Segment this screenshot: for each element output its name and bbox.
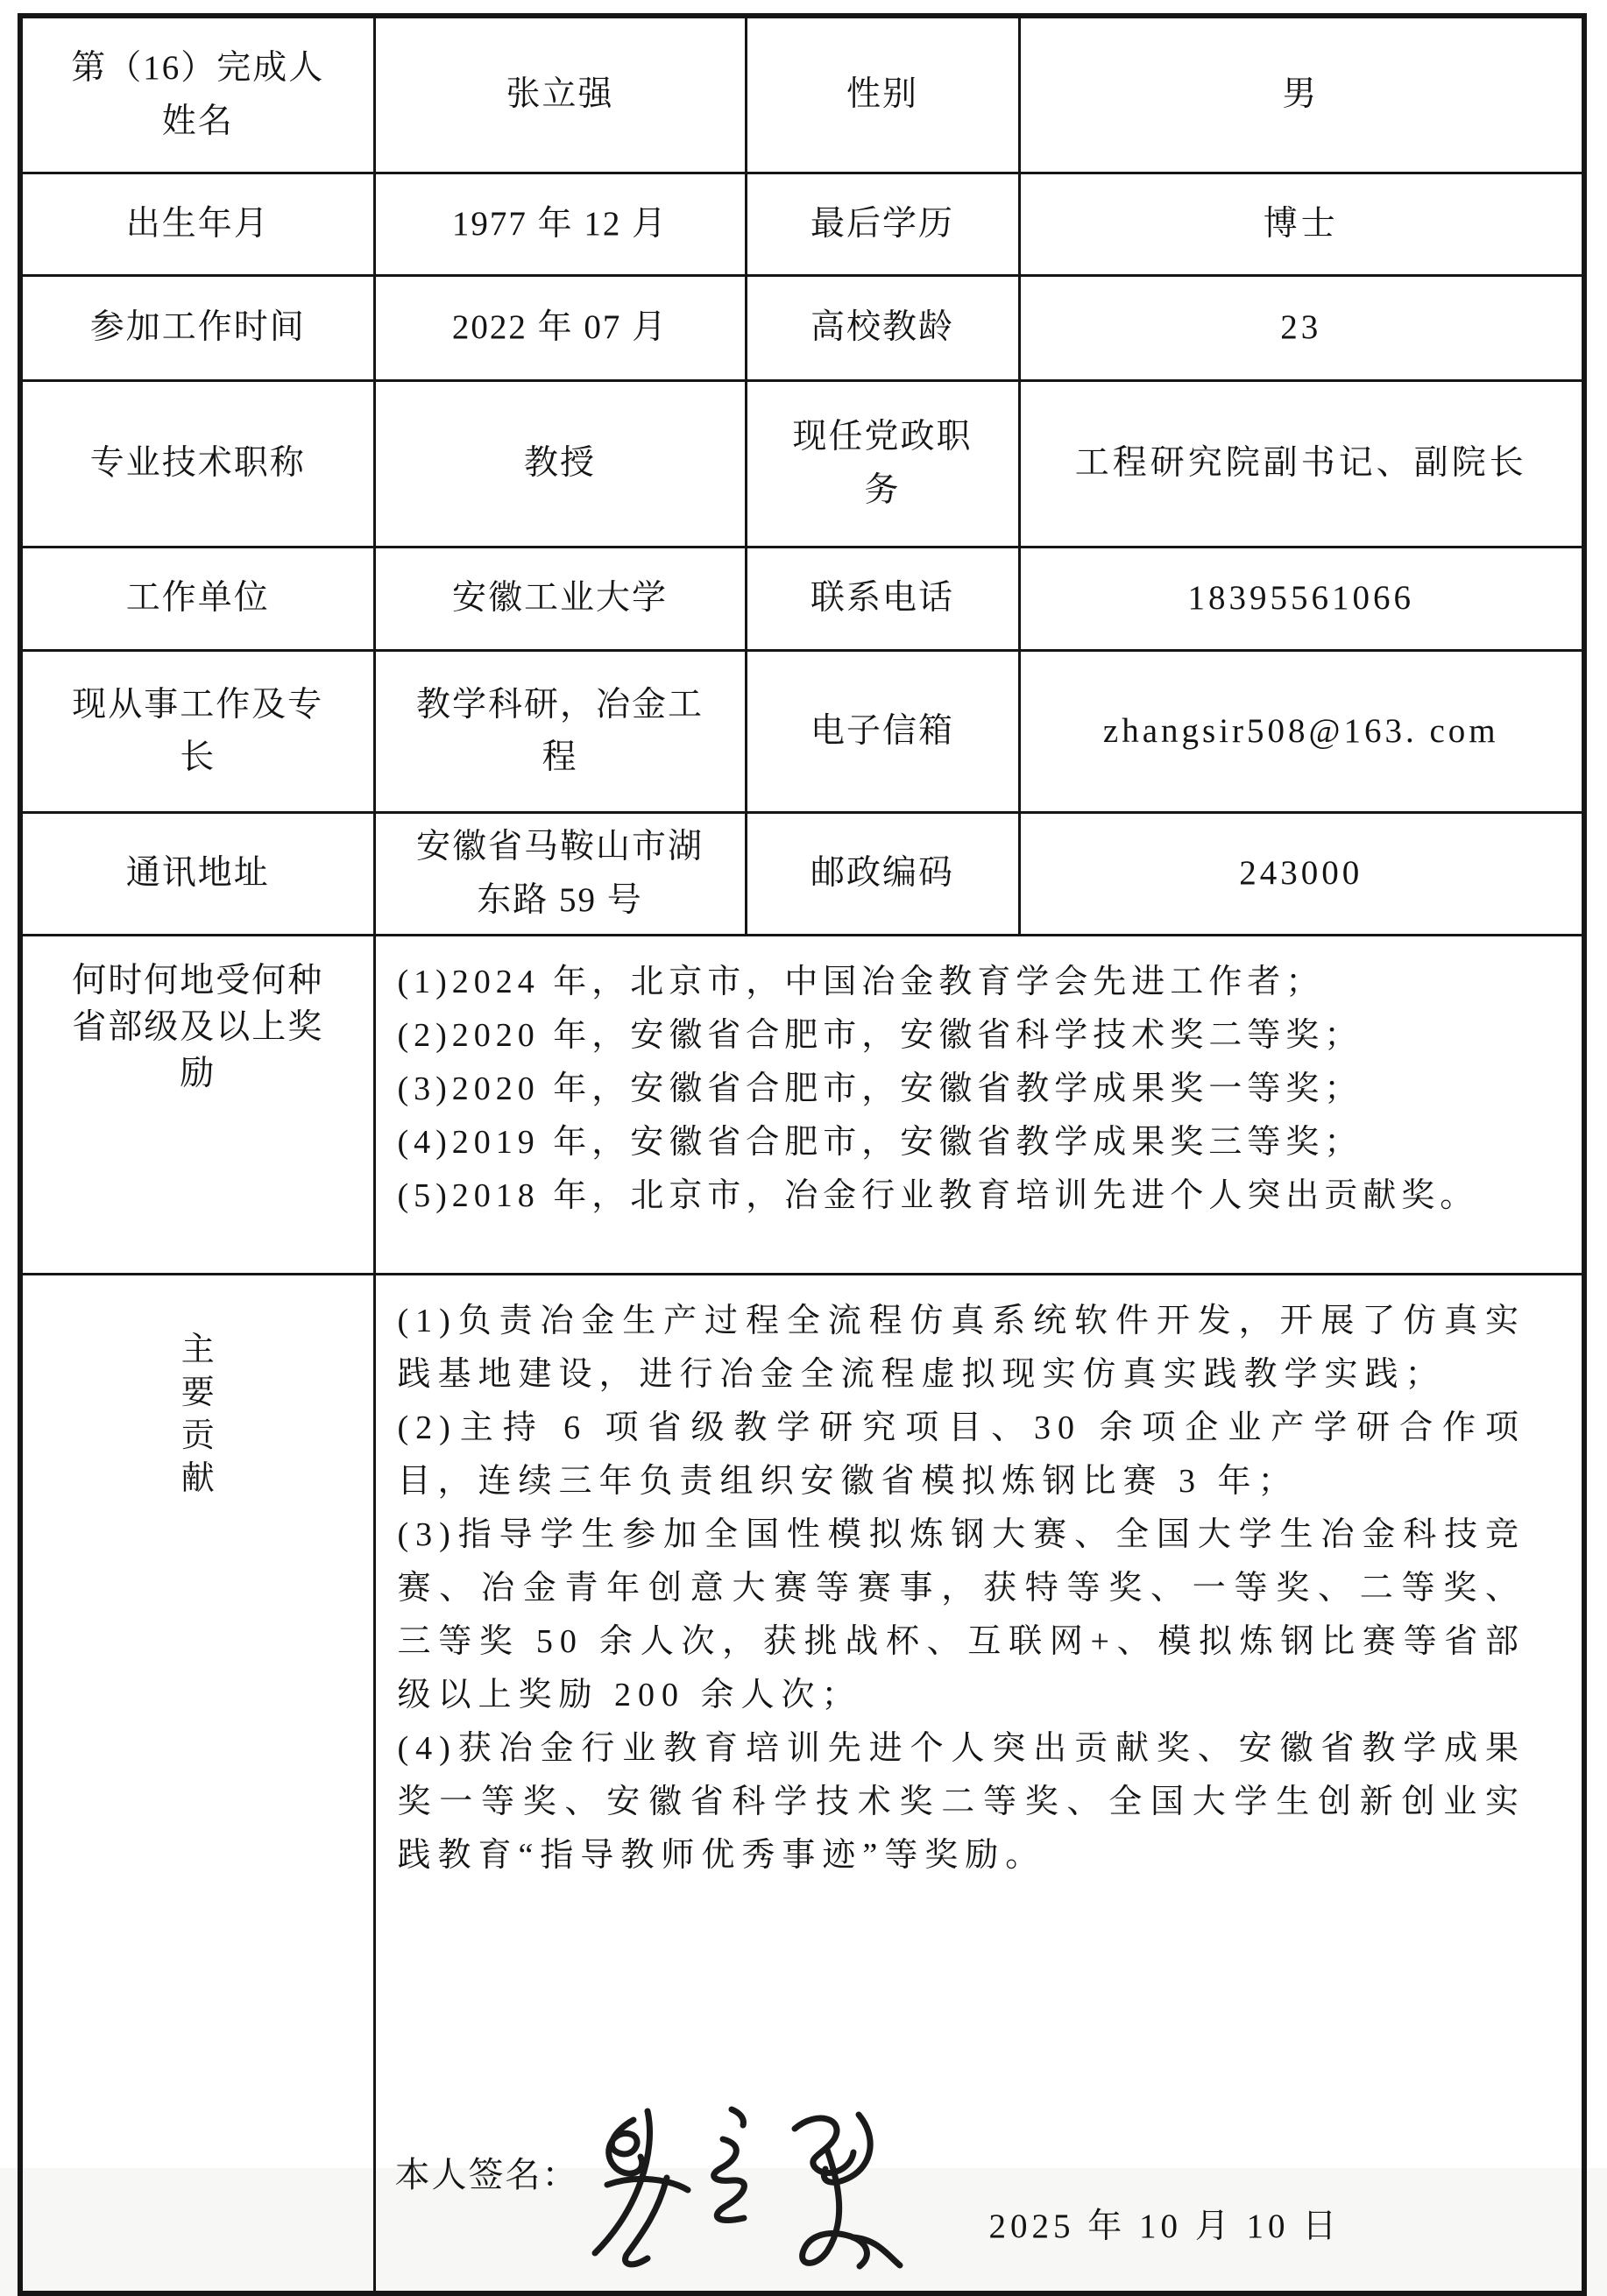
- label-completer-name: 第（16）完成人姓名: [20, 16, 374, 173]
- value-postal-code: 243000: [1019, 813, 1584, 936]
- award-line: (1)2024 年，北京市，中国冶金教育学会先进工作者；: [397, 964, 1325, 1000]
- table-row: [20, 276, 1584, 381]
- table-row-contributions: [20, 1275, 1584, 2294]
- label-awards: 何时何地受何种省部级及以上奖励: [20, 936, 374, 1275]
- label-main-contributions: [20, 1275, 374, 2294]
- value-teaching-age: 23: [1019, 276, 1584, 381]
- label-birth-date: 出生年月: [20, 173, 374, 276]
- value-employer: 安徽工业大学: [374, 548, 746, 651]
- table-row-awards: [20, 936, 1584, 1275]
- award-line: (4)2019 年，安徽省合肥市，安徽省教学成果奖三等奖；: [397, 1124, 1363, 1161]
- table-row: [20, 813, 1584, 936]
- award-line: (2)2020 年，安徽省合肥市，安徽省科学技术奖二等奖；: [397, 1017, 1363, 1054]
- value-final-degree: 博士: [1019, 173, 1584, 276]
- value-phone: 18395561066: [1019, 548, 1584, 651]
- value-birth-date: 1977 年 12 月: [374, 173, 746, 276]
- label-phone: 联系电话: [746, 548, 1019, 651]
- value-professional-title: 教授: [374, 381, 746, 548]
- signature-label: 本人签名：: [394, 2155, 579, 2194]
- contribution-paragraph: (2)主持 6 项省级教学研究项目、30 余项企业产学研合作项目，连续三年负责组织安徽省模拟炼钢比赛 3 年；: [397, 1409, 1526, 1500]
- label-party-position: 现任党政职务: [746, 381, 1019, 548]
- table-row: [20, 381, 1584, 548]
- contribution-paragraph: (4)获冶金行业教育培训先进个人突出贡献奖、安徽省教学成果奖一等奖、安徽省科学技术奖二等奖、全国大学生创新创业实践教育“指导教师优秀事迹”等奖励。: [397, 1730, 1526, 1874]
- contributions-content: [374, 1275, 1584, 2294]
- award-line: (5)2018 年，北京市，冶金行业教育培训先进个人突出贡献奖。: [397, 1177, 1479, 1214]
- contributions-inner: [376, 1275, 1582, 2275]
- table-row: [20, 173, 1584, 276]
- table-row: [20, 16, 1584, 173]
- award-line: (3)2020 年，安徽省合肥市，安徽省教学成果奖一等奖；: [397, 1070, 1363, 1107]
- contribution-paragraph: (1)负责冶金生产过程全流程仿真系统软件开发，开展了仿真实践基地建设，进行冶金全流程虚拟现实仿真实践教学实践；: [397, 1303, 1526, 1393]
- table-row: [20, 548, 1584, 651]
- label-employer: 工作单位: [20, 548, 374, 651]
- contributions-paragraphs: [376, 1275, 1582, 1883]
- signature-date: 2025 年 10 月 10 日: [988, 2208, 1342, 2245]
- label-email: 电子信箱: [746, 651, 1019, 813]
- value-current-work-specialty: 教学科研，冶金工程: [374, 651, 746, 813]
- value-completer-name: 张立强: [374, 16, 746, 173]
- label-gender: 性别: [746, 16, 1019, 173]
- value-work-start-time: 2022 年 07 月: [374, 276, 746, 381]
- handwritten-signature: [577, 2097, 928, 2269]
- label-final-degree: 最后学历: [746, 173, 1019, 276]
- value-party-position: 工程研究院副书记、副院长: [1019, 381, 1584, 548]
- label-postal-code: 邮政编码: [746, 813, 1019, 936]
- completer-info-table: [18, 13, 1587, 2296]
- value-mailing-address: 安徽省马鞍山市湖东路 59 号: [374, 813, 746, 936]
- value-email: zhangsir508@163. com: [1019, 651, 1584, 813]
- label-teaching-age: 高校教龄: [746, 276, 1019, 381]
- label-current-work-specialty: 现从事工作及专长: [20, 651, 374, 813]
- table-row: [20, 651, 1584, 813]
- contribution-paragraph: (3)指导学生参加全国性模拟炼钢大赛、全国大学生冶金科技竞赛、冶金青年创意大赛等赛事，获特等奖、一等奖、二等奖、三等奖 50 余人次，获挑战杯、互联网+、模拟炼钢比赛等省部级以上奖励 200 余人次；: [397, 1516, 1526, 1713]
- awards-content: [374, 936, 1584, 1275]
- value-gender: 男: [1019, 16, 1584, 173]
- label-mailing-address: 通讯地址: [20, 813, 374, 936]
- label-work-start-time: 参加工作时间: [20, 276, 374, 381]
- label-professional-title: 专业技术职称: [20, 381, 374, 548]
- main-contributions-vertical-text: 主 要 贡 献: [181, 1332, 215, 1497]
